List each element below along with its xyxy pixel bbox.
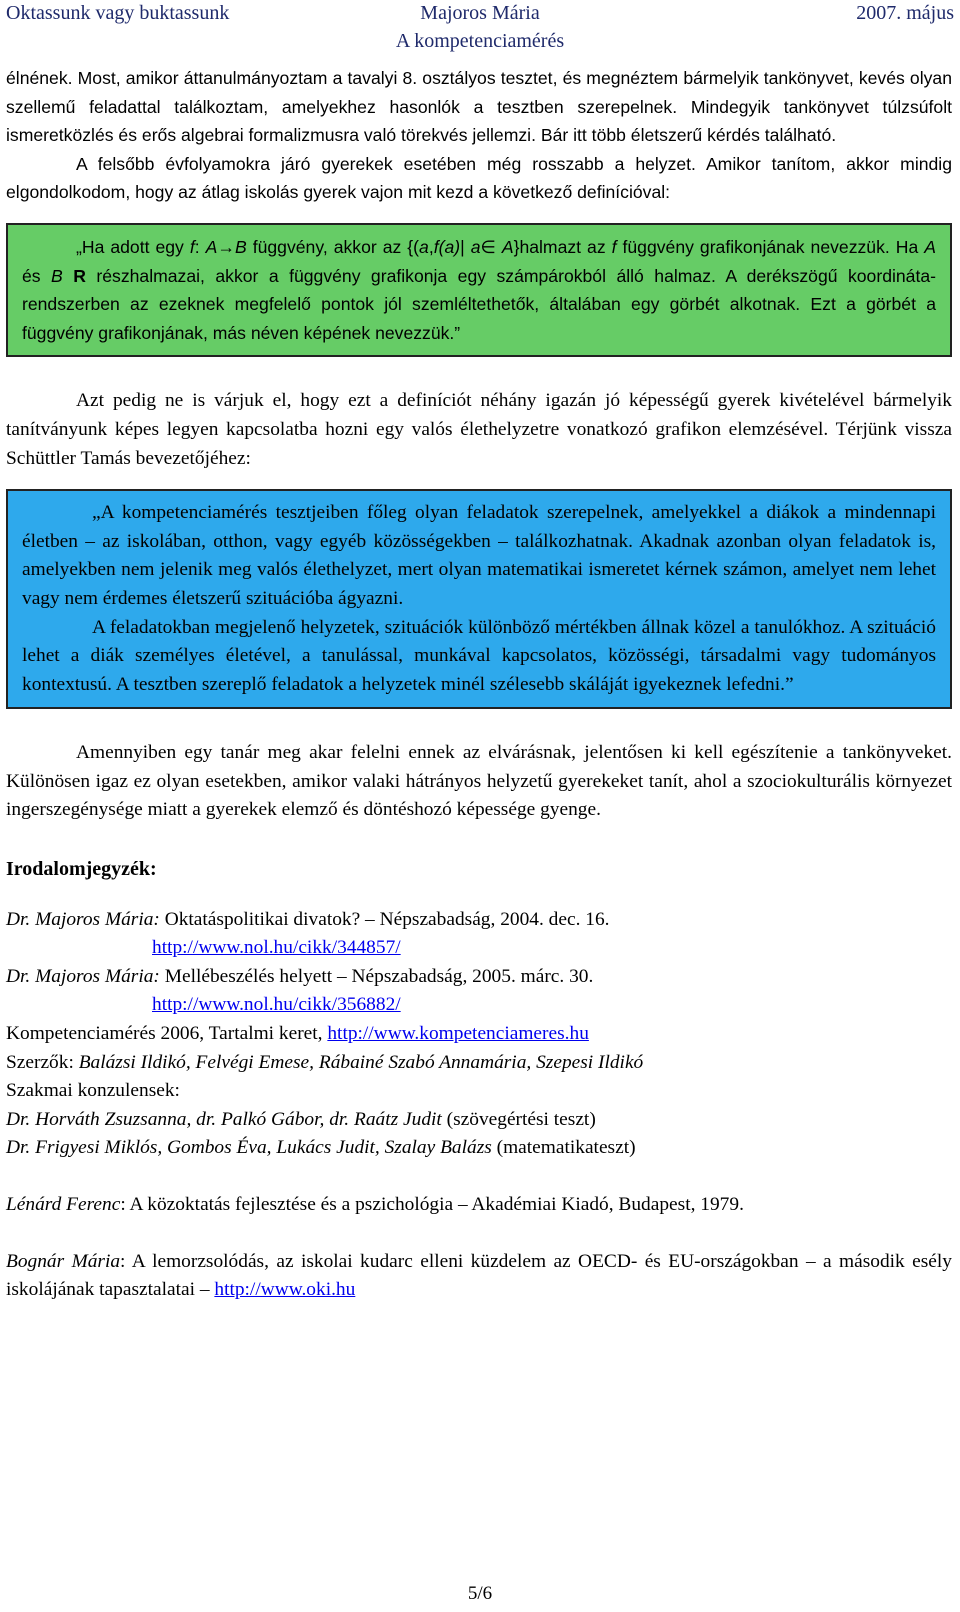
quote-box <box>6 489 952 709</box>
header-left: Oktassunk vagy buktassunk <box>6 2 230 24</box>
reference-3: Kompetenciamérés 2006, Tartalmi keret, http://www.kompetenciameres.hu <box>6 1023 589 1045</box>
content <box>6 64 952 1305</box>
reference-consultants-1: Dr. Horváth Zsuzsanna, dr. Palkó Gábor, dr. Raátz Judit (szövegértési teszt) <box>6 1108 596 1130</box>
reference-5: Bognár Mária: A lemorzsolódás, az iskolai kudarc elleni küzdelem az OECD- és EU-országokban – a második esély iskolájának tapasztalatai – http://www.oki.hu <box>6 1250 952 1301</box>
paragraph-2: A felsőbb évfolyamokra járó gyerekek esetében még rosszabb a helyzet. Amikor tanítom, akkor mindig elgondolkodom, hogy az átlag iskolás gyerek vajon mit kezd a következő definícióval: <box>6 153 952 203</box>
reference-2-link[interactable]: http://www.nol.hu/cikk/356882/ <box>152 994 401 1016</box>
references-list <box>6 906 952 1305</box>
reference-2: Dr. Majoros Mária: Mellébeszélés helyett – Népszabadság, 2005. márc. 30. <box>6 965 594 987</box>
quote-paragraph-2: A feladatokban megjelenő helyzetek, szituációk különböző mértékben állnak közel a tanulókhoz. A szituáció lehet a diák személyes életével, a tanulással, munkával kapcsolatos, közösségi, társadalmi vagy tudományos kontextusú. A tesztben szereplő feladatok a helyzetek minél szélesebb skáláját igyekeznek lefedni.” <box>22 616 936 695</box>
header-subtitle: A kompetenciamérés <box>395 30 565 52</box>
reference-4: Lénárd Ferenc: A közoktatás fejlesztése és a pszichológia – Akadémiai Kiadó, Budapest, 1979. <box>6 1194 744 1215</box>
reference-consultants-label: Szakmai konzulensek: <box>6 1080 180 1102</box>
reference-1: Dr. Majoros Mária: Oktatáspolitikai divatok? – Népszabadság, 2004. dec. 16. <box>6 908 610 930</box>
reference-authors: Szerzők: Balázsi Ildikó, Felvégi Emese, Rábainé Szabó Annamária, Szepesi Ildikó <box>6 1051 644 1073</box>
paragraph-1: élnének. Most, amikor áttanulmányoztam a tavalyi 8. osztályos tesztet, és megnéztem bármelyik tankönyvet, kevés olyan szellemű feladattal találkoztam, amelyekhez hasonlók a tesztben szerepelnek. Mindegyik tankönyvet túlzsúfolt ismeretközlés és erős algebrai formalizmusra való törekvés jellemzi. Bár itt több életszerű kérdés található. <box>6 68 952 146</box>
definition-text: „Ha adott egy f: A→B függvény, akkor az {(a,f(a)| a∈ A}halmazt az f függvény grafikonjának nevezzük. Ha A és B R részhalmazai, akkor a függvény grafikonja egy számpárokból álló halmaz. A derékszögű koordináta-rendszerben az ezeknek megfelelő pontok jól szemléltethetők, általában egy görbét alkotnak. Ezt a görbét a függvény grafikonjának, más néven képének nevezzük.” <box>22 236 937 343</box>
header-right: 2007. május <box>856 2 954 24</box>
reference-1-link[interactable]: http://www.nol.hu/cikk/344857/ <box>152 937 401 959</box>
reference-3-link[interactable]: http://www.kompetenciameres.hu <box>327 1023 589 1045</box>
page-number: 5/6 <box>467 1583 493 1604</box>
definition-box <box>6 223 952 357</box>
references-heading: Irodalomjegyzék: <box>6 858 157 881</box>
paragraph-3: Azt pedig ne is várjuk el, hogy ezt a definíciót néhány igazán jó képességű gyerek kivételével bármelyik tanítványunk képes legyen kapcsolatba hozni egy valós élethelyzetre vonatkozó grafikon elemzésével. Térjünk vissza Schüttler Tamás bevezetőjéhez: <box>6 390 952 469</box>
header-center: Majoros Mária <box>420 2 540 24</box>
reference-5-link[interactable]: http://www.oki.hu <box>214 1279 356 1301</box>
reference-consultants-2: Dr. Frigyesi Miklós, Gombos Éva, Lukács Judit, Szalay Balázs (matematikateszt) <box>6 1137 636 1159</box>
quote-paragraph-1: „A kompetenciamérés tesztjeiben főleg olyan feladatok szerepelnek, amelyekkel a diákok a mindennapi életben – az iskolában, otthon, vagy egyéb közösségekben – találkozhatnak. Akadnak azonban olyan feladatok is, amelyekben nem jelenik meg valós élethelyzet, mert olyan matematikai ismeretet kérnek számon, amelyet nem lehet vagy nem érdemes életszerű szituációba ágyazni. <box>22 502 936 609</box>
paragraph-4: Amennyiben egy tanár meg akar felelni ennek az elvárásnak, jelentősen ki kell egészítenie a tankönyveket. Különösen igaz ez olyan esetekben, amikor valaki hátrányos helyzetű gyerekeket tanít, ahol a szociokulturális környezet ingerszegénysége miatt a gyerekek elemző és döntéshozó képessége gyenge. <box>6 742 952 821</box>
